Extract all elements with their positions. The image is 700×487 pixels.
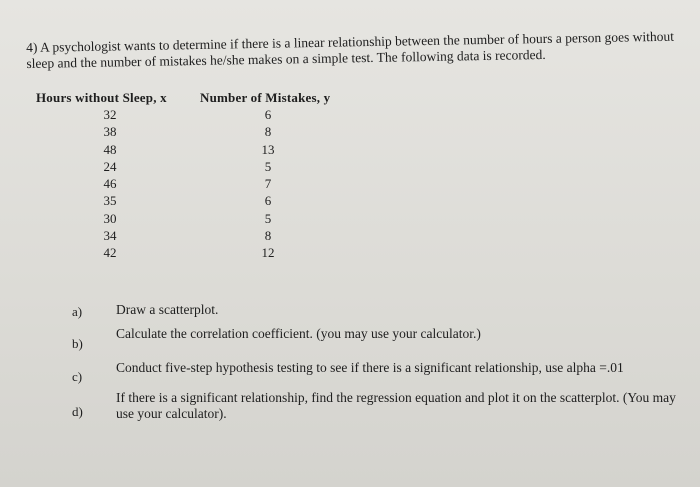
hours-value: 24 bbox=[103, 158, 117, 174]
hours-value: 30 bbox=[103, 210, 117, 226]
mistakes-value: 12 bbox=[261, 245, 275, 261]
mistakes-value: 8 bbox=[264, 228, 272, 244]
question-a-letter: a) bbox=[72, 304, 83, 319]
header-number-of-mistakes: Number of Mistakes, y bbox=[200, 90, 331, 105]
hours-value: 34 bbox=[103, 228, 117, 244]
mistakes-value: 8 bbox=[264, 124, 272, 140]
mistakes-value: 6 bbox=[264, 107, 272, 122]
hours-value: 42 bbox=[103, 245, 117, 261]
mistakes-value: 13 bbox=[261, 141, 275, 157]
hours-value: 48 bbox=[103, 141, 117, 157]
header-hours-without-sleep: Hours without Sleep, x bbox=[36, 90, 167, 105]
question-d-text: If there is a significant relationship, find the regression equation and plot it on the scatterplot. (You may use your calculator). bbox=[116, 390, 676, 421]
hours-value: 32 bbox=[103, 107, 117, 122]
hours-column bbox=[90, 106, 130, 262]
mistakes-value: 7 bbox=[264, 176, 272, 192]
question-b-text: Calculate the correlation coefficient. (you may use your calculator.) bbox=[116, 326, 481, 341]
mistakes-value: 5 bbox=[264, 158, 272, 174]
question-c-letter: c) bbox=[72, 369, 83, 384]
question-d-letter: d) bbox=[72, 404, 83, 419]
question-a-text: Draw a scatterplot. bbox=[116, 302, 219, 317]
mistakes-value: 5 bbox=[264, 210, 272, 226]
hours-value: 46 bbox=[103, 176, 117, 192]
mistakes-value: 6 bbox=[264, 193, 272, 209]
hours-value: 38 bbox=[103, 124, 117, 140]
question-b-letter: b) bbox=[72, 336, 83, 351]
problem-intro: 4) A psychologist wants to determine if there is a linear relationship between the number of hours a person goes without sleep and the number of mistakes he/she makes on a simple test. The following data is recorded. bbox=[26, 28, 675, 71]
question-c-text: Conduct five-step hypothesis testing to see if there is a significant relationship, use alpha =.01 bbox=[116, 360, 624, 375]
hours-value: 35 bbox=[103, 193, 117, 209]
mistakes-column bbox=[248, 106, 288, 262]
